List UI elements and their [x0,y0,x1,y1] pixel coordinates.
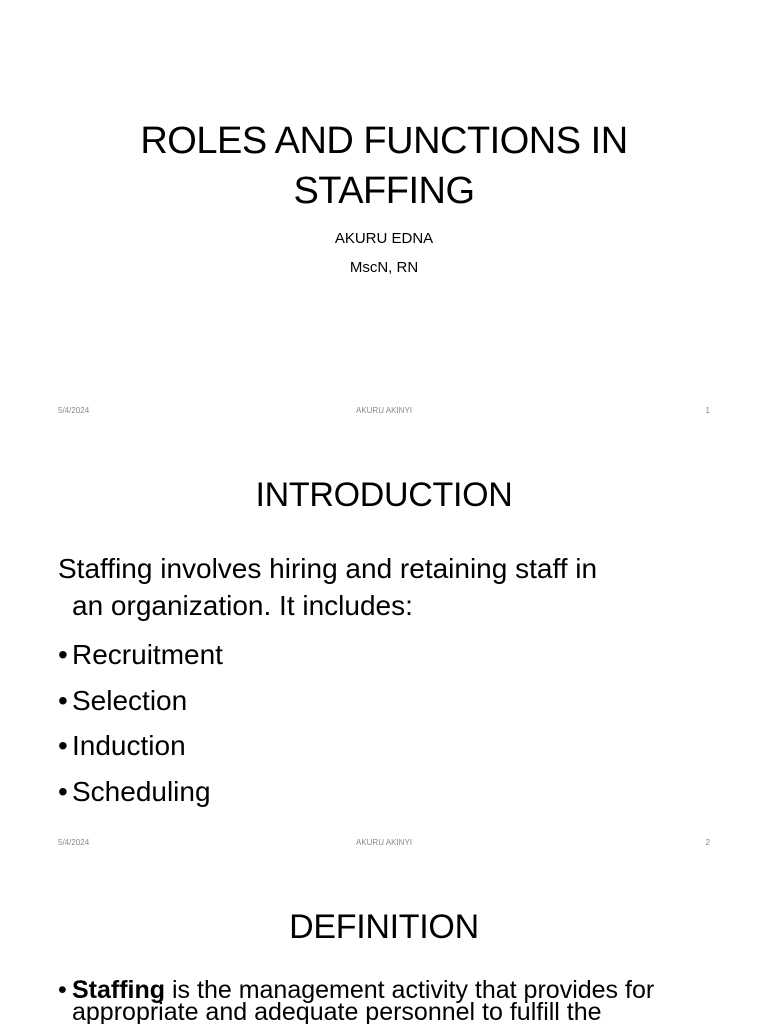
author-name: AKURU EDNA [334,230,434,247]
bullet-list [58,632,223,814]
slide-title-line-1: ROLES AND FUNCTIONS IN [140,120,628,162]
bullet-marker: • [58,639,68,670]
footer-date: 5/4/2024 [58,838,90,847]
footer-author: AKURU AKINYI [355,838,412,847]
intro-paragraph [58,550,718,624]
list-item-text: Recruitment [72,639,223,670]
slide-1 [0,0,768,432]
slide-2 [0,432,768,864]
intro-line-2: an organization. It includes: [72,590,413,621]
list-item-text: Scheduling [72,775,211,807]
slide-footer [58,838,710,847]
list-item-text: Induction [72,730,186,761]
list-item [58,723,223,769]
slide-title-line-2: STAFFING [293,170,475,212]
footer-date: 5/4/2024 [58,406,90,415]
slide-footer [58,406,710,415]
bullet-marker: • [58,684,68,716]
list-item [58,769,223,815]
footer-page-number: 1 [705,406,710,415]
list-item [58,678,223,724]
intro-line-1: Staffing involves hiring and retaining staff in [58,553,598,584]
definition-text-line-2: appropriate and adequate personnel to fulfill the [72,998,602,1024]
slide-title [60,116,708,216]
slide-heading: DEFINITION [289,908,479,946]
definition-term: Staffing [72,976,166,1004]
slide-heading: INTRODUCTION [255,476,513,514]
bullet-marker: • [58,775,68,807]
author-credentials: MscN, RN [349,259,419,276]
footer-page-number: 2 [705,838,710,847]
bullet-marker: • [58,976,67,1004]
definition-paragraph [58,976,728,1024]
footer-author: AKURU AKINYI [355,406,412,415]
bullet-marker: • [58,730,68,761]
slide-3 [0,864,768,1024]
definition-text: is the management activity that provides for [165,976,655,1004]
list-item [58,632,223,678]
list-item-text: Selection [72,684,188,716]
